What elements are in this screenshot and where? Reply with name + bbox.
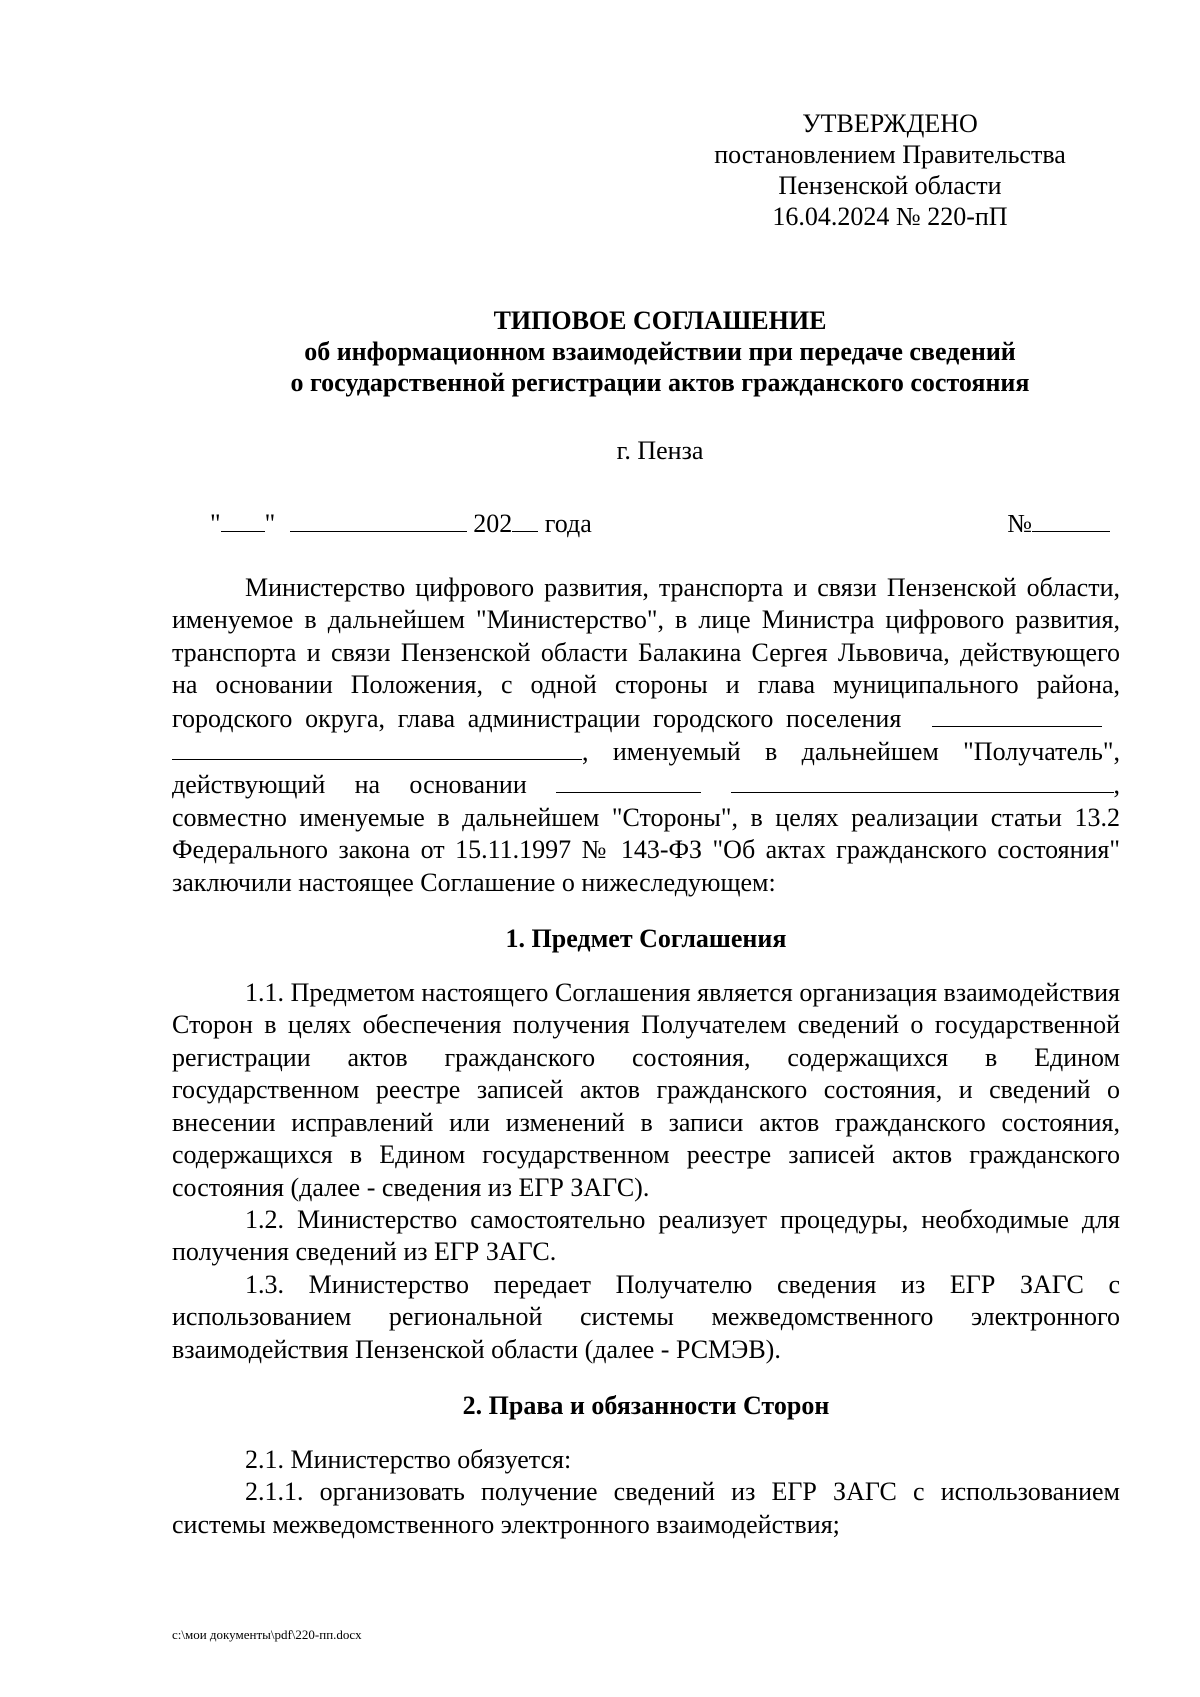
clause-1-1: 1.1. Предметом настоящего Соглашения является организация взаимодействия Сторон в целях обеспечения получения Получателем сведений о государственной регистрации актов гражданского состояния, содержащихся в Едином государственном реестре записей актов гражданского состояния, и сведений о внесении исправлений или изменений в записи актов гражданского состояния, содержащихся в Едином государственном реестре записей актов гражданского состояния (далее - сведения из ЕГР ЗАГС).	[172, 978, 1120, 1202]
approval-line-3: Пензенской области	[778, 171, 1002, 200]
approval-line-4: 16.04.2024 № 220-пП	[772, 202, 1008, 231]
year-prefix: 202	[473, 509, 513, 538]
clause-1-3: 1.3. Министерство передает Получателю сведения из ЕГР ЗАГС с использованием региональной системы межведомственного электронного взаимодействия Пензенской области (далее - РСМЭВ).	[172, 1269, 1120, 1364]
approval-stamp	[700, 108, 1080, 232]
approval-line-1: УТВЕРЖДЕНО	[802, 109, 978, 138]
clause-2-1-1: 2.1.1. организовать получение сведений из ЕГР ЗАГС с использованием системы межведомственного электронного взаимодействия;	[172, 1477, 1120, 1539]
year-suffix: года	[544, 509, 592, 538]
basis-blank-1	[556, 768, 701, 793]
month-blank	[290, 507, 467, 532]
settlement-blank	[932, 702, 1102, 727]
basis-blank-2	[731, 768, 1114, 793]
clause-1-2: 1.2. Министерство самостоятельно реализует процедуры, необходимые для получения сведений из ЕГР ЗАГС.	[172, 1204, 1120, 1267]
title-line-1: ТИПОВОЕ СОГЛАШЕНИЕ	[493, 306, 827, 335]
approval-line-2: постановлением Правительства	[714, 140, 1066, 169]
day-blank	[221, 507, 265, 532]
title-line-2: об информационном взаимодействии при передаче сведений	[304, 337, 1016, 366]
clause-2-1: 2.1. Министерство обязуется:	[245, 1444, 572, 1474]
preamble-paragraph	[172, 572, 1120, 899]
title-line-3: о государственной регистрации актов гражданского состояния	[290, 368, 1030, 397]
number-field	[1007, 507, 1110, 539]
preamble-part-3: , совместно именуемые в дальнейшем "Стороны", в целях реализации статьи 13.2 Федерального закона от 15.11.1997 № 143-ФЗ "Об актах гражданского состояния" заключили настоящее Соглашение о нижеследующем:	[172, 770, 1121, 897]
document-title	[160, 305, 1160, 398]
year-blank	[512, 507, 538, 532]
city: г. Пенза	[616, 436, 704, 465]
head-name-blank	[172, 735, 582, 760]
number-blank	[1032, 507, 1110, 532]
document-body	[172, 572, 1120, 1541]
number-label: №	[1007, 509, 1032, 538]
date-line	[210, 507, 1110, 538]
section-2-heading: 2. Права и обязанности Сторон	[462, 1390, 830, 1420]
section-1-heading: 1. Предмет Соглашения	[505, 924, 787, 954]
date-field	[210, 507, 592, 539]
file-path-footer: c:\мои документы\pdf\220-пп.docx	[172, 1627, 362, 1642]
preamble-part-2: , именуемый в дальнейшем "Получатель", действующий на основании	[172, 737, 1120, 800]
preamble-part-1: Министерство цифрового развития, транспорта и связи Пензенской области, именуемое в дальнейшем "Министерство", в лице Министра цифрового развития, транспорта и связи Пензенской области Балакина Сергея Львовича, действующего на основании Положения, с одной стороны и глава муниципального района, городского округа, глава администрации городского поселения	[172, 573, 1120, 733]
quote-open: "	[210, 509, 221, 538]
quote-close: "	[264, 509, 276, 538]
